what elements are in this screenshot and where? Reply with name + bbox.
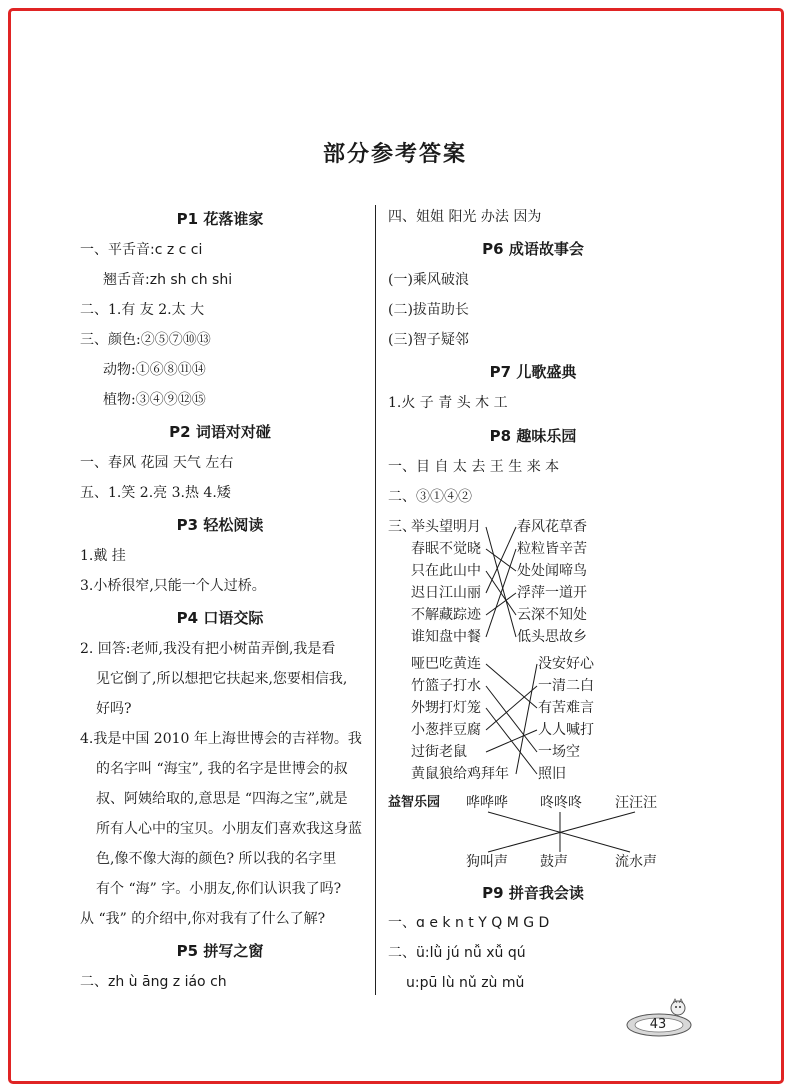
answer-line: 3.小桥很窄,只能一个人过桥。 (80, 578, 266, 594)
answer-line: 色,像不像大海的颜色? 所以我的名字里 (96, 851, 337, 867)
match-line (516, 664, 537, 774)
match-left-item: 竹篮子打水 (411, 678, 481, 694)
section-heading-p8: P8 趣味乐园 (489, 427, 577, 445)
answer-line: 的名字叫 “海宝”, 我的名字是世博会的叔 (96, 761, 348, 777)
answer-line: 动物:①⑥⑧⑪⑭ (103, 362, 206, 378)
answer-line: 有个 “海” 字。小朋友,你们认识我了吗? (96, 881, 342, 897)
answer-line: 二、zh ù āng z iáo ch (80, 974, 227, 990)
section-heading-p3: P3 轻松阅读 (176, 516, 264, 534)
answer-line: 二、ü:lǜ jú nǚ xǚ qú (388, 945, 526, 961)
section-heading-p9: P9 拼音我会读 (482, 884, 584, 902)
match-line (486, 593, 516, 615)
match-left-item: 谁知盘中餐 (411, 629, 481, 645)
match-right-item: 照旧 (538, 766, 566, 782)
sound-bottom-item: 鼓声 (540, 854, 568, 870)
match-left-item: 小葱拌豆腐 (411, 722, 481, 738)
page-title: 部分参考答案 (322, 141, 467, 167)
section-heading-p4: P4 口语交际 (176, 609, 264, 627)
match-right-item: 处处闻啼鸟 (517, 563, 587, 579)
match-left-item: 举头望明月 (411, 519, 481, 535)
answer-line: 4.我是中国 2010 年上海世博会的吉祥物。我 (80, 731, 362, 747)
match-line (486, 686, 537, 752)
match-line (486, 686, 537, 730)
match-left-item: 过街老鼠 (411, 744, 467, 760)
answer-line: (一)乘风破浪 (388, 272, 469, 288)
match-left-item: 春眠不觉晓 (411, 541, 481, 557)
match-right-item: 浮萍一道开 (517, 585, 587, 601)
garden-label: 益智乐园 (388, 795, 441, 810)
answer-line: 翘舌音:zh sh ch shi (103, 272, 233, 288)
answer-line: 四、姐姐 阳光 办法 因为 (388, 209, 542, 225)
match-right-item: 一清二白 (538, 678, 594, 694)
answer-line: 1.火 子 青 头 木 工 (388, 395, 508, 411)
match-line (486, 730, 537, 752)
answer-line: 一、春风 花园 天气 左右 (80, 455, 234, 471)
match-right-item: 春风花草香 (517, 519, 587, 535)
match-right-item: 粒粒皆辛苦 (517, 541, 587, 557)
sound-top-item: 咚咚咚 (540, 795, 582, 811)
answer-line: u:pū lù nǔ zù mǔ (406, 975, 525, 991)
match-left-item: 迟日江山丽 (411, 585, 481, 601)
page-number: 43 (649, 1017, 667, 1032)
answer-line: 所有人心中的宝贝。小朋友们喜欢我这身蓝 (96, 821, 362, 837)
section-heading-p6: P6 成语故事会 (482, 240, 584, 258)
match-left-item: 黄鼠狼给鸡拜年 (411, 766, 509, 782)
match-right-item: 没安好心 (538, 656, 594, 672)
match-right-item: 低头思故乡 (517, 629, 587, 645)
match-prefix: 三、 (388, 519, 416, 535)
match-left-item: 不解藏踪迹 (411, 607, 481, 623)
match-right-item: 人人喊打 (538, 722, 594, 738)
answer-line: 叔、阿姨给取的,意思是 “四海之宝”,就是 (96, 791, 348, 807)
answer-line: (三)智子疑邻 (388, 332, 469, 348)
match-line (486, 664, 537, 708)
answer-line: 见它倒了,所以想把它扶起来,您要相信我, (96, 671, 348, 687)
section-heading-p5: P5 拼写之窗 (176, 942, 264, 960)
answer-line: 五、1.笑 2.亮 3.热 4.矮 (80, 485, 231, 501)
section-heading-p2: P2 词语对对碰 (169, 423, 271, 441)
answer-line: 二、③①④② (388, 489, 472, 505)
answer-line: 一、ɑ e k n t Y Q M G D (388, 915, 550, 931)
sound-top-item: 哗哗哗 (466, 795, 508, 811)
sound-bottom-item: 狗叫声 (466, 854, 508, 870)
match-left-item: 只在此山中 (411, 563, 481, 579)
answer-line: 三、颜色:②⑤⑦⑩⑬ (80, 332, 211, 348)
answer-line: 二、1.有 友 2.太 大 (80, 302, 205, 318)
answer-line: 从 “我” 的介绍中,你对我有了什么了解? (80, 911, 326, 927)
answer-line: (二)拔苗助长 (388, 302, 469, 318)
sound-bottom-item: 流水声 (615, 854, 657, 870)
match-right-item: 云深不知处 (517, 607, 587, 623)
answer-line: 1.戴 挂 (80, 548, 126, 564)
section-heading-p7: P7 儿歌盛典 (489, 363, 577, 381)
answer-line: 一、平舌音:c z c ci (80, 242, 203, 258)
answer-line: 一、目 自 太 去 王 生 来 本 (388, 459, 560, 475)
sound-top-item: 汪汪汪 (615, 795, 657, 811)
match-left-item: 外甥打灯笼 (411, 700, 481, 716)
match-right-item: 一场空 (538, 744, 580, 760)
match-left-item: 哑巴吃黄连 (411, 656, 481, 672)
match-line (486, 549, 516, 637)
section-heading-p1: P1 花落谁家 (176, 210, 264, 228)
match-right-item: 有苦难言 (538, 700, 594, 716)
answer-line: 好吗? (96, 701, 132, 717)
answer-line: 2. 回答:老师,我没有把小树苗弄倒,我是看 (80, 641, 336, 657)
answer-line: 植物:③④⑨⑫⑮ (103, 392, 206, 408)
